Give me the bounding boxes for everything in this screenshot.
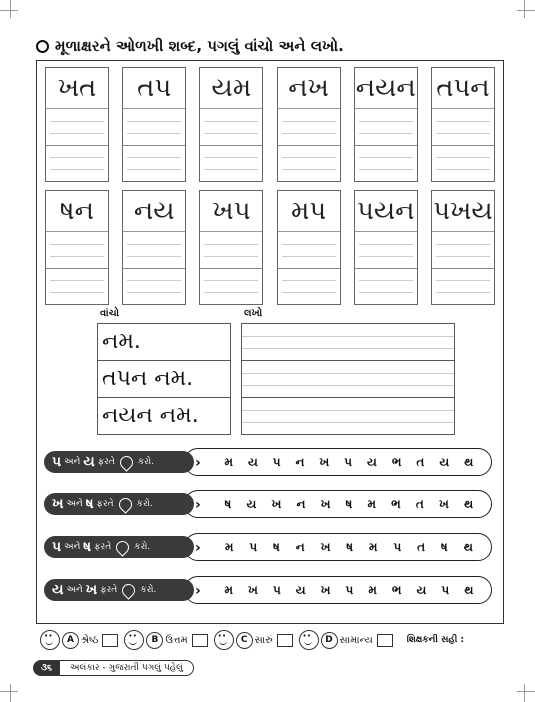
exercise-instruction xyxy=(44,451,194,473)
crop-mark xyxy=(10,0,11,18)
letter-a: ય xyxy=(52,582,64,598)
word-card xyxy=(431,67,495,182)
chevron-right-icon: › xyxy=(195,540,201,556)
grade-letter: D xyxy=(321,632,338,649)
card-word: તપન xyxy=(432,68,494,109)
letter-option[interactable]: થ xyxy=(463,539,473,554)
letter-option[interactable]: ત xyxy=(415,496,424,511)
read-label: વાંચો xyxy=(100,308,120,319)
word-card xyxy=(431,190,495,305)
letter-option[interactable]: ષ xyxy=(224,496,232,511)
letter-option[interactable]: ષ xyxy=(345,496,353,511)
drop-icon xyxy=(120,581,138,599)
letter-track xyxy=(184,448,492,476)
and-text: અને xyxy=(66,499,83,509)
letter-option[interactable]: મ xyxy=(367,496,376,511)
letter-option[interactable]: ખ xyxy=(248,582,258,597)
letter-option[interactable]: ન xyxy=(296,496,306,511)
drop-icon xyxy=(116,495,134,513)
writing-lines[interactable] xyxy=(432,232,494,304)
read-line: નમ. xyxy=(98,324,230,361)
letter-option[interactable]: મ xyxy=(224,582,233,597)
word-card xyxy=(354,190,418,305)
grade-option xyxy=(40,630,118,650)
letter-option[interactable]: ય xyxy=(416,582,427,597)
letter-option[interactable]: પ xyxy=(344,454,353,469)
letter-option[interactable]: ષ xyxy=(441,539,448,554)
letter-option[interactable]: મ xyxy=(369,539,378,554)
letter-option[interactable]: ય xyxy=(439,454,450,469)
letter-option[interactable]: પ xyxy=(393,539,402,554)
letter-option[interactable]: ભ xyxy=(391,454,402,469)
grade-checkbox[interactable] xyxy=(277,634,293,647)
letter-option[interactable]: થ xyxy=(464,582,474,597)
and-text: અને xyxy=(66,585,83,595)
card-word: યમ xyxy=(200,68,262,109)
letter-option[interactable]: થ xyxy=(464,454,474,469)
letter-option[interactable]: ય xyxy=(367,454,377,469)
exercise-row xyxy=(44,533,492,563)
exercise-instruction xyxy=(44,579,194,601)
instruction-text: મૂળાક્ષરને ઓળખી શબ્દ, પગલું વાંચો અને લખો. xyxy=(55,37,344,55)
grade-letter: A xyxy=(62,632,79,649)
letter-option[interactable]: ન xyxy=(295,539,305,554)
grade-letter: B xyxy=(146,632,163,649)
letter-option[interactable]: ય xyxy=(246,496,257,511)
write-box[interactable] xyxy=(241,323,455,435)
writing-lines[interactable] xyxy=(200,109,262,181)
do-text: કરો. xyxy=(134,542,151,552)
read-line: તપન નમ. xyxy=(98,361,230,398)
letter-option[interactable]: મ xyxy=(224,539,234,554)
word-card xyxy=(354,67,418,182)
letter-option[interactable]: મ xyxy=(368,582,377,597)
chevron-right-icon: › xyxy=(195,455,201,471)
word-card xyxy=(45,190,109,305)
write-line[interactable] xyxy=(242,324,454,361)
word-card-row-1 xyxy=(45,67,495,182)
chevron-right-icon: › xyxy=(195,497,201,513)
smiley-icon xyxy=(214,630,234,650)
read-line: નયન નમ. xyxy=(102,403,199,428)
letter-b: ષ xyxy=(83,539,92,555)
grade-option xyxy=(214,630,293,650)
letter-option[interactable]: ખ xyxy=(320,496,331,511)
crop-mark xyxy=(517,10,535,11)
bullet-circle-icon xyxy=(36,40,49,53)
word-card-row-2 xyxy=(45,190,495,305)
and-text: અને xyxy=(64,542,81,552)
letter-option[interactable]: ખ xyxy=(319,454,330,469)
write-line[interactable] xyxy=(242,398,454,434)
grade-option xyxy=(124,630,207,650)
grade-checkbox[interactable] xyxy=(102,634,118,647)
crop-mark xyxy=(517,691,535,692)
smiley-icon xyxy=(299,630,319,650)
card-word: નખ xyxy=(278,68,340,109)
page-number: ૩૬ xyxy=(33,660,60,676)
grade-label: ઉત્તમ xyxy=(165,634,188,646)
writing-lines[interactable] xyxy=(278,232,340,304)
writing-lines[interactable] xyxy=(123,109,185,181)
card-word: નયન xyxy=(355,68,417,109)
writing-lines[interactable] xyxy=(46,232,108,304)
letter-option[interactable]: ન xyxy=(295,454,305,469)
circle-text: ફરતે xyxy=(96,499,114,509)
smiley-icon xyxy=(40,630,60,650)
exercise-row xyxy=(44,448,492,478)
letter-track xyxy=(184,490,492,518)
grade-label: શ્રેષ્ઠ xyxy=(81,634,99,646)
writing-lines[interactable] xyxy=(355,109,417,181)
word-card xyxy=(199,190,263,305)
write-line[interactable] xyxy=(242,361,454,398)
circle-text: ફરતે xyxy=(94,542,112,552)
grade-letter: C xyxy=(236,632,253,649)
chevron-right-icon: › xyxy=(195,583,201,599)
do-text: કરો. xyxy=(137,457,154,467)
circle-text: ફરતે xyxy=(97,457,115,467)
instruction-heading xyxy=(36,37,344,55)
letter-track xyxy=(184,576,492,604)
letter-track xyxy=(184,533,492,561)
letter-option[interactable]: ખ xyxy=(320,582,331,597)
grade-label: સારું xyxy=(254,634,273,646)
letter-option[interactable]: ભ xyxy=(391,582,402,597)
grade-checkbox[interactable] xyxy=(377,634,393,647)
card-word: પખય xyxy=(432,191,494,232)
card-word: ષન xyxy=(46,191,108,232)
card-word: મપ xyxy=(278,191,340,232)
and-text: અને xyxy=(64,457,81,467)
word-card xyxy=(45,67,109,182)
word-card xyxy=(277,190,341,305)
letter-option[interactable]: ય xyxy=(247,454,258,469)
word-card xyxy=(122,67,186,182)
letter-option[interactable]: પ xyxy=(272,454,281,469)
letter-option[interactable]: ષ xyxy=(346,539,354,554)
teacher-sign-label: શિક્ષકની સહી : xyxy=(406,635,465,645)
card-word: ખપ xyxy=(200,191,262,232)
letter-option[interactable]: ય xyxy=(295,582,306,597)
letter-a: પ xyxy=(52,454,62,470)
word-card xyxy=(122,190,186,305)
exercise-row xyxy=(44,576,492,606)
word-card xyxy=(277,67,341,182)
letter-option[interactable]: ત xyxy=(417,539,426,554)
letter-b: ષ xyxy=(85,496,94,512)
letter-b: ય xyxy=(83,454,95,470)
card-word: ખત xyxy=(46,68,108,109)
letter-option[interactable]: મ xyxy=(224,454,233,469)
card-word: પયન xyxy=(355,191,417,232)
crop-mark xyxy=(0,691,18,692)
book-title: અલંકાર - ગુજરાતી પગલું પહેલું xyxy=(60,660,194,676)
grade-label: સામાન્ય xyxy=(339,634,373,646)
letter-a: પ xyxy=(52,539,62,555)
word-card xyxy=(199,67,263,182)
smiley-icon xyxy=(124,630,144,650)
exercise-instruction xyxy=(44,536,194,558)
write-label: લખો xyxy=(244,308,263,319)
letter-option[interactable]: ષ xyxy=(273,539,280,554)
card-word: નય xyxy=(123,191,185,232)
read-box xyxy=(97,323,231,435)
letter-option[interactable]: ભ xyxy=(391,496,401,511)
writing-lines[interactable] xyxy=(278,109,340,181)
do-text: કરો. xyxy=(140,585,157,595)
letter-option[interactable]: ખ xyxy=(320,539,331,554)
letter-option[interactable]: થ xyxy=(464,496,474,511)
crop-mark xyxy=(524,684,525,702)
writing-lines[interactable] xyxy=(123,232,185,304)
crop-mark xyxy=(10,684,11,702)
exercise-row xyxy=(44,490,492,520)
writing-lines[interactable] xyxy=(46,109,108,181)
grade-checkbox[interactable] xyxy=(192,634,208,647)
letter-a: ખ xyxy=(52,496,64,512)
letter-option[interactable]: ખ xyxy=(271,496,282,511)
do-text: કરો. xyxy=(136,499,153,509)
card-word: તપ xyxy=(123,68,185,109)
grade-option xyxy=(299,630,393,650)
letter-option[interactable]: પ xyxy=(441,582,450,597)
circle-text: ફરતે xyxy=(100,585,118,595)
drop-icon xyxy=(117,453,135,471)
letter-option[interactable]: પ xyxy=(249,539,258,554)
letter-option[interactable]: ખ xyxy=(439,496,449,511)
crop-mark xyxy=(0,10,18,11)
page-footer xyxy=(33,660,194,676)
letter-b: ખ xyxy=(85,582,98,598)
letter-option[interactable]: ત xyxy=(416,454,425,469)
writing-lines[interactable] xyxy=(200,232,262,304)
letter-option[interactable]: પ xyxy=(272,582,281,597)
exercise-instruction xyxy=(44,493,194,515)
writing-lines[interactable] xyxy=(432,109,494,181)
grade-strip xyxy=(40,628,495,652)
writing-lines[interactable] xyxy=(355,232,417,304)
letter-option[interactable]: પ xyxy=(345,582,354,597)
drop-icon xyxy=(113,538,131,556)
crop-mark xyxy=(524,0,525,18)
